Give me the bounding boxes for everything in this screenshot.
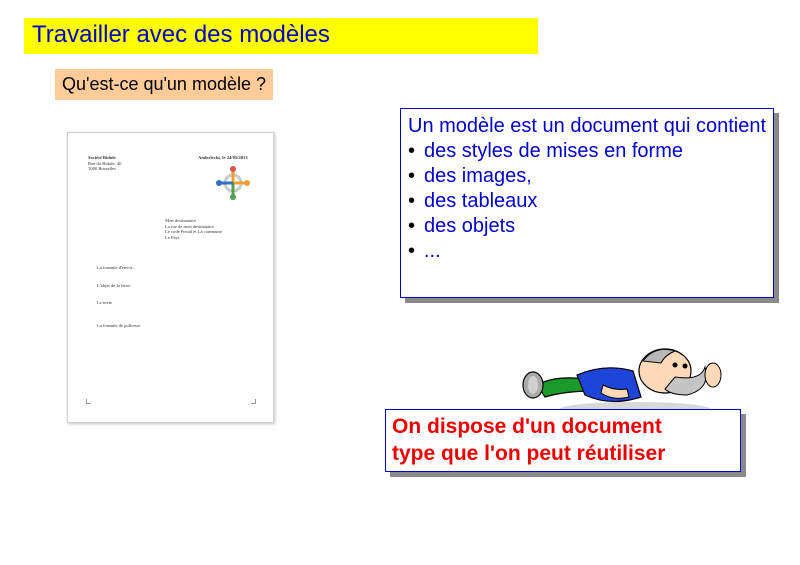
bullet: • [408, 240, 416, 262]
bullet: • [408, 165, 416, 187]
margin-mark [251, 399, 256, 404]
definition-box [400, 108, 774, 298]
list-item-text: ... [424, 240, 441, 262]
letter-opening: La formule d'envoi... [97, 265, 136, 270]
letter-date: Anderlecht, le 24/05/2013 [198, 155, 248, 160]
callout-box [385, 409, 741, 472]
list-item [408, 189, 766, 214]
list-item [408, 214, 766, 239]
list-item-text: des styles de mises en forme [424, 140, 683, 162]
list-item [408, 139, 766, 164]
margin-mark [86, 399, 91, 404]
slide-subtitle-text: Qu'est-ce qu'un modèle ? [62, 74, 266, 94]
list-item [408, 239, 766, 264]
list-item-text: des images, [424, 165, 532, 187]
letter-body: Le texte [97, 300, 112, 305]
bullet: • [408, 190, 416, 212]
list-item-text: des objets [424, 215, 516, 237]
relaxing-man-clipart-icon [515, 345, 730, 417]
feature-list [408, 139, 766, 264]
slide-title [24, 18, 538, 54]
recipient-street: La rue de mon destinataire [165, 223, 214, 229]
letter-closing: La formule de politesse [97, 323, 141, 328]
company-logo-icon [215, 165, 251, 201]
sender-street: Rue du Bidule, 40 [88, 160, 122, 166]
bullet: • [408, 215, 416, 237]
bullet: • [408, 140, 416, 162]
letter-subject: L'objet de la lettre [97, 283, 131, 288]
sender-name: Société Bidule [88, 155, 116, 160]
slide-subtitle [55, 69, 273, 100]
definition-intro: Un modèle est un document qui contient [408, 115, 766, 137]
recipient-city: Le code Postal et La commune [165, 229, 222, 234]
recipient-name: Mon destinataire [165, 218, 196, 223]
letter-template-thumbnail [67, 132, 274, 423]
slide-title-text: Travailler avec des modèles [32, 21, 330, 48]
callout-line-2: type que l'on peut réutiliser [392, 442, 666, 465]
callout-line-1: On dispose d'un document [392, 415, 662, 438]
list-item-text: des tableaux [424, 190, 538, 212]
sender-city: 1000 Bruxelles [88, 166, 116, 171]
list-item [408, 164, 766, 189]
recipient-country: Le Pays [165, 234, 180, 240]
